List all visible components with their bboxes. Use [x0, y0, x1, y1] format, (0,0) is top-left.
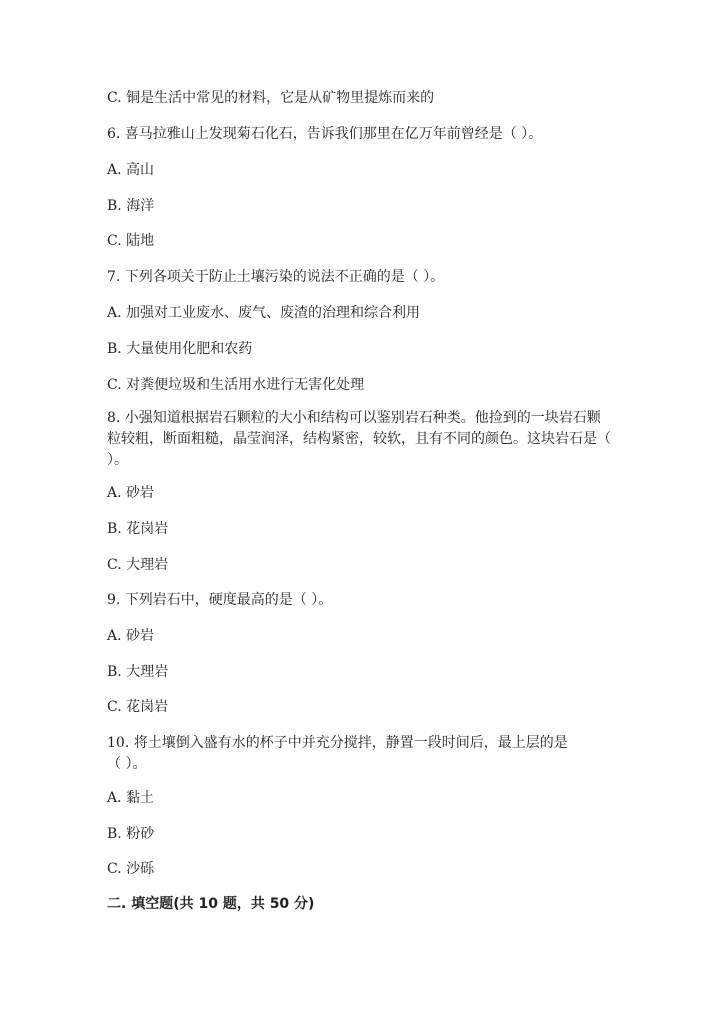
question-5-option-c: C. 铜是生活中常见的材料，它是从矿物里提炼而来的 [107, 90, 435, 106]
question-8-stem: 8. 小强知道根据岩石颗粒的大小和结构可以鉴别岩石种类。他捡到的一块岩石颗粒较粗，断面粗糙，晶莹润泽，结构紧密，较软，且有不同的颜色。这块岩石是（ ）。 [107, 410, 611, 468]
question-7-option-b: B. 大量使用化肥和农药 [107, 341, 253, 357]
question-7-option-a: A. 加强对工业废水、废气、废渣的治理和综合利用 [107, 305, 421, 321]
section-heading-fill-in-blank: 二. 填空题(共 10 题，共 50 分) [107, 896, 315, 912]
question-8-option-a: A. 砂岩 [107, 485, 155, 501]
question-7-stem: 7. 下列各项关于防止土壤污染的说法不正确的是（ ）。 [107, 269, 445, 285]
question-10-option-b: B. 粉砂 [107, 826, 155, 842]
question-9-option-c: C. 花岗岩 [107, 699, 169, 715]
question-8-option-c: C. 大理岩 [107, 557, 169, 573]
question-9-option-a: A. 砂岩 [107, 628, 155, 644]
question-10-option-a: A. 黏土 [107, 790, 155, 806]
question-6-stem: 6. 喜马拉雅山上发现菊石化石，告诉我们那里在亿万年前曾经是（ ）。 [107, 126, 543, 142]
question-6-option-b: B. 海洋 [107, 198, 155, 214]
question-7-option-c: C. 对粪便垃圾和生活用水进行无害化处理 [107, 377, 365, 393]
question-8-option-b: B. 花岗岩 [107, 521, 169, 537]
question-6-option-c: C. 陆地 [107, 233, 155, 249]
question-10-option-c: C. 沙砾 [107, 861, 155, 877]
question-10-stem: 10. 将土壤倒入盛有水的杯子中并充分搅拌，静置一段时间后，最上层的是（ ）。 [107, 735, 568, 772]
question-9-stem: 9. 下列岩石中，硬度最高的是（ ）。 [107, 592, 333, 608]
question-9-option-b: B. 大理岩 [107, 664, 169, 680]
question-6-option-a: A. 高山 [107, 162, 155, 178]
